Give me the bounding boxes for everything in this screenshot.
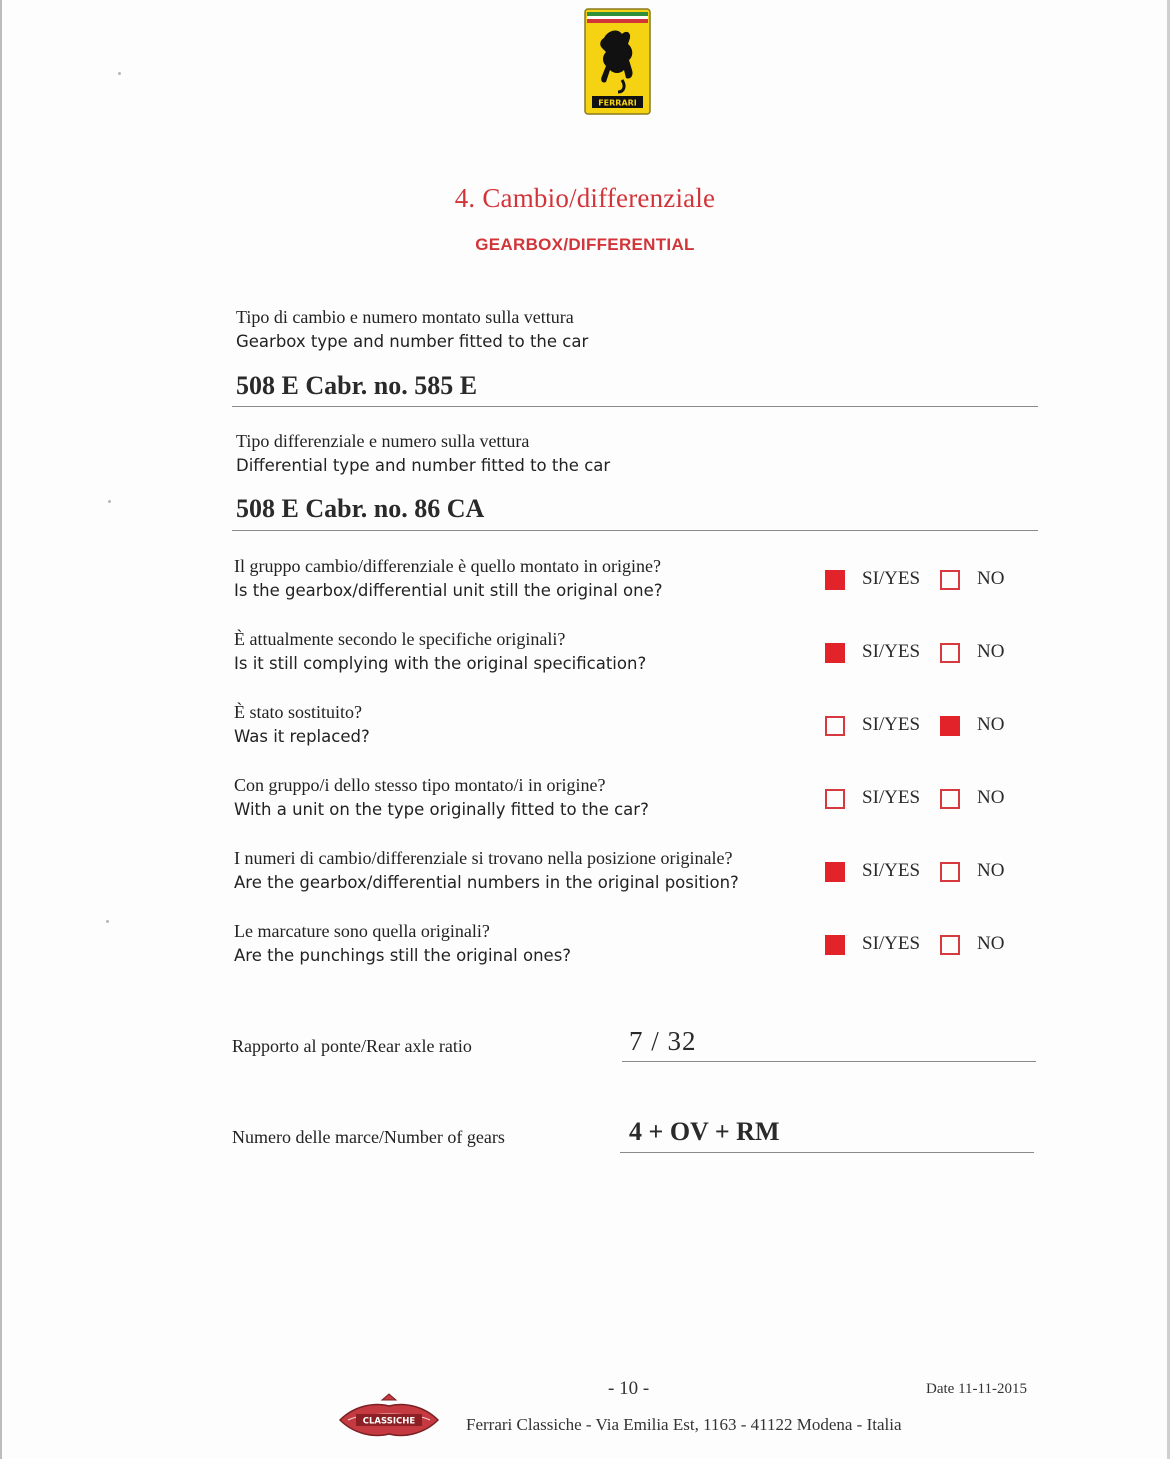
- no-checkbox[interactable]: [940, 570, 960, 590]
- page-number: - 10 -: [608, 1378, 650, 1399]
- yes-checkbox[interactable]: [825, 643, 845, 663]
- no-option-label: NO: [977, 568, 1005, 589]
- section-title: 4. Cambio/differenziale: [454, 183, 716, 213]
- question-text-it: È stato sostituito?: [234, 702, 362, 722]
- question-text-en: Is the gearbox/differential unit still the original one?: [234, 581, 663, 600]
- gearbox-value: 508 E Cabr. no. 585 E: [236, 371, 478, 400]
- question-row: [0, 702, 1170, 762]
- yes-checkbox[interactable]: [825, 935, 845, 955]
- svg-text:CLASSICHE: CLASSICHE: [362, 1416, 416, 1427]
- question-row: [0, 775, 1170, 835]
- question-text-en: Was it replaced?: [234, 727, 370, 746]
- question-row: [0, 629, 1170, 689]
- axle-ratio-rule: [622, 1061, 1036, 1062]
- gears-rule: [620, 1152, 1034, 1153]
- question-text-en: Are the gearbox/differential numbers in the original position?: [234, 873, 739, 892]
- no-checkbox[interactable]: [940, 935, 960, 955]
- svg-text:FERRARI: FERRARI: [598, 98, 637, 108]
- question-text-it: Il gruppo cambio/differenziale è quello montato in origine?: [234, 556, 662, 576]
- no-checkbox[interactable]: [940, 862, 960, 882]
- gearbox-label-en: Gearbox type and number fitted to the car: [236, 332, 589, 351]
- question-text-it: I numeri di cambio/differenziale si trovano nella posizione originale?: [234, 848, 733, 868]
- yes-checkbox[interactable]: [825, 862, 845, 882]
- gearbox-label-it: Tipo di cambio e numero montato sulla vettura: [236, 307, 574, 327]
- no-option-label: NO: [977, 933, 1005, 954]
- question-text-en: Are the punchings still the original ones?: [234, 946, 572, 965]
- footer-address: Ferrari Classiche - Via Emilia Est, 1163 - 41122 Modena - Italia: [466, 1415, 902, 1434]
- question-text-en: Is it still complying with the original specification?: [234, 654, 647, 673]
- yes-option-label: SI/YES: [862, 568, 921, 589]
- yes-option-label: SI/YES: [862, 933, 921, 954]
- no-option-label: NO: [977, 860, 1005, 881]
- question-row: [0, 921, 1170, 981]
- scan-speck: [118, 72, 121, 75]
- no-option-label: NO: [977, 714, 1005, 735]
- gears-value: 4 + OV + RM: [629, 1117, 780, 1146]
- axle-ratio-value: 7 / 32: [629, 1026, 697, 1056]
- yes-option-label: SI/YES: [862, 641, 921, 662]
- differential-label-it: Tipo differenziale e numero sulla vettura: [236, 431, 530, 451]
- yes-option-label: SI/YES: [862, 860, 921, 881]
- question-text-it: È attualmente secondo le specifiche originali?: [234, 629, 566, 649]
- no-option-label: NO: [977, 641, 1005, 662]
- ferrari-classiche-logo-icon: [334, 1392, 444, 1446]
- yes-option-label: SI/YES: [862, 714, 921, 735]
- question-row: [0, 556, 1170, 616]
- no-checkbox[interactable]: [940, 643, 960, 663]
- gears-label: Numero delle marce/Number of gears: [232, 1127, 505, 1147]
- question-row: [0, 848, 1170, 908]
- yes-checkbox[interactable]: [825, 716, 845, 736]
- yes-option-label: SI/YES: [862, 787, 921, 808]
- no-checkbox[interactable]: [940, 716, 960, 736]
- question-text-it: Con gruppo/i dello stesso tipo montato/i in origine?: [234, 775, 606, 795]
- ferrari-shield-logo-icon: [584, 8, 651, 115]
- question-text-en: With a unit on the type originally fitted to the car?: [234, 800, 649, 819]
- question-text-it: Le marcature sono quella originali?: [234, 921, 490, 941]
- document-date: Date 11-11-2015: [926, 1381, 1027, 1397]
- axle-ratio-label: Rapporto al ponte/Rear axle ratio: [232, 1036, 472, 1056]
- differential-label-en: Differential type and number fitted to the car: [236, 456, 611, 475]
- differential-rule: [232, 530, 1038, 531]
- no-checkbox[interactable]: [940, 789, 960, 809]
- differential-value: 508 E Cabr. no. 86 CA: [236, 494, 485, 523]
- gearbox-rule: [232, 406, 1038, 407]
- yes-checkbox[interactable]: [825, 570, 845, 590]
- yes-checkbox[interactable]: [825, 789, 845, 809]
- scan-speck: [108, 500, 111, 503]
- section-subtitle: GEARBOX/DIFFERENTIAL: [475, 235, 695, 254]
- no-option-label: NO: [977, 787, 1005, 808]
